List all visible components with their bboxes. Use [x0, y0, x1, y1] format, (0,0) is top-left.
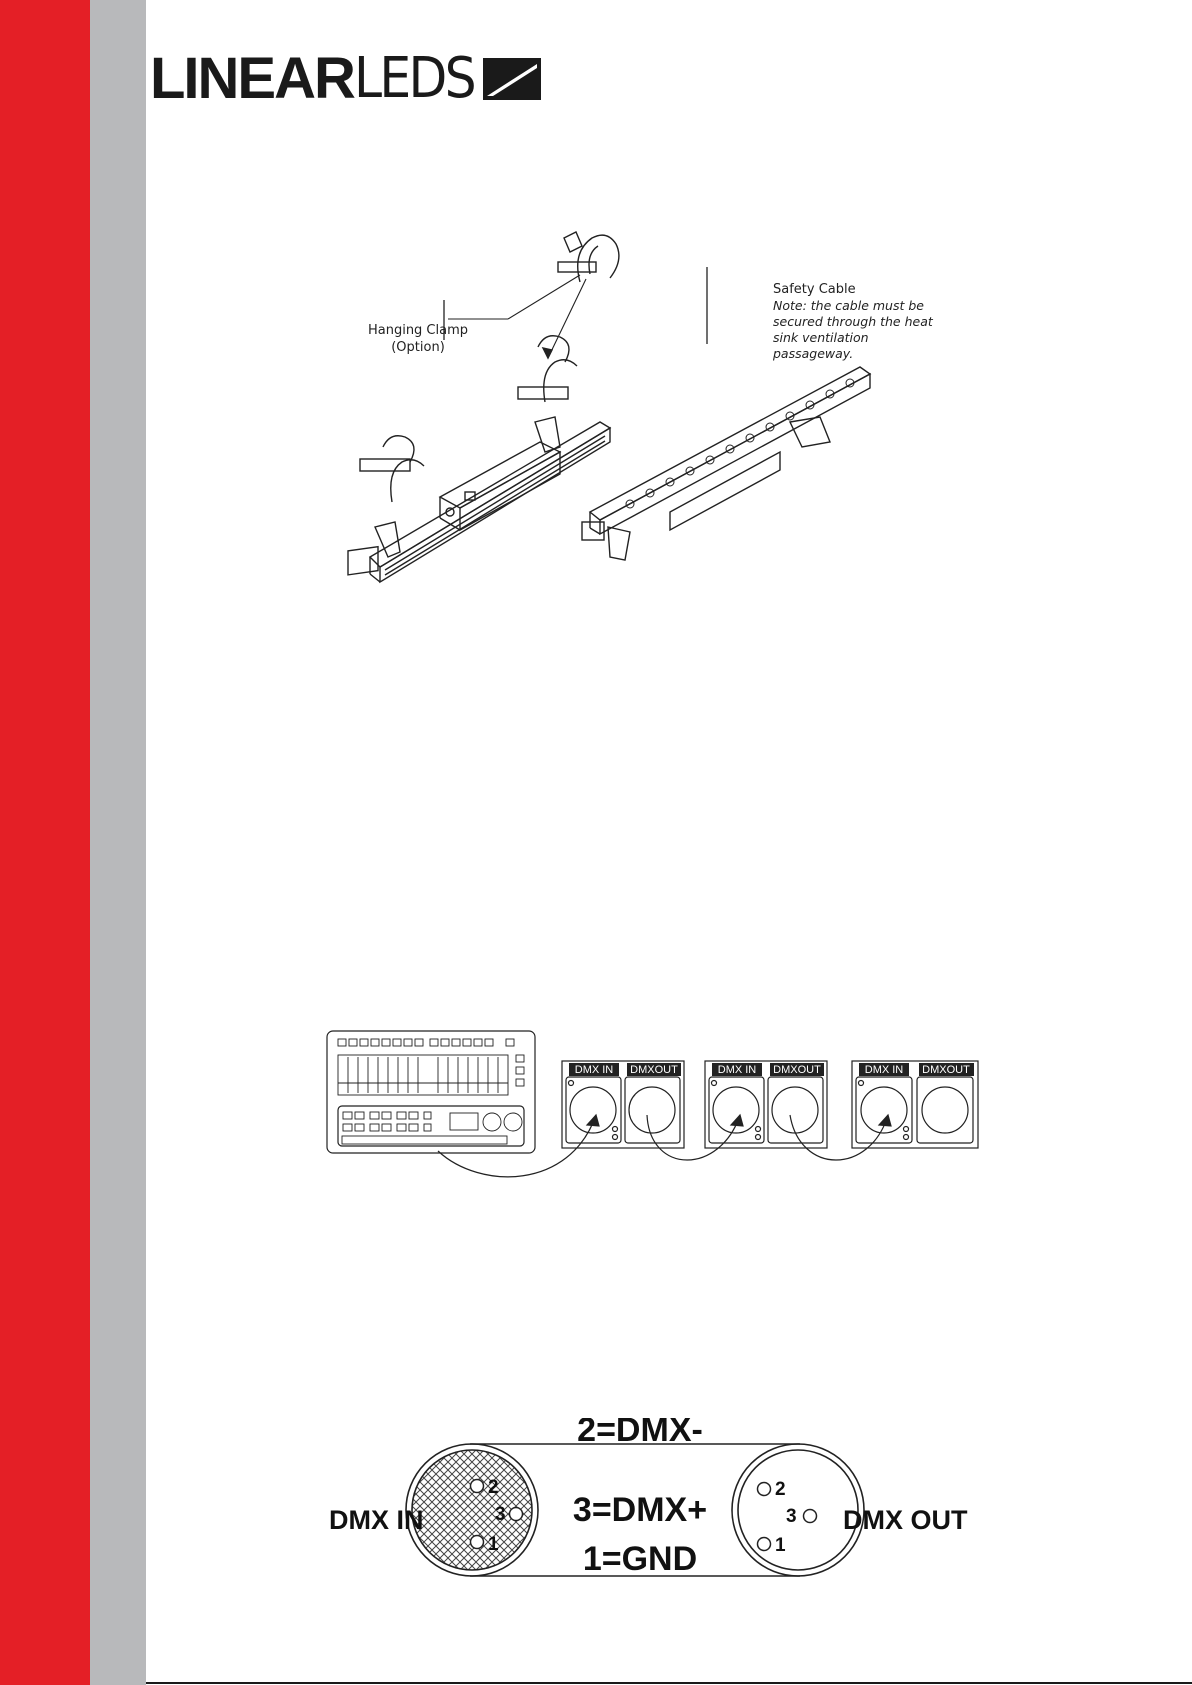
right-fixture-bar	[582, 367, 870, 560]
out-pin-1-number: 1	[775, 1535, 786, 1556]
in-pin-3-number: 3	[495, 1504, 506, 1525]
safety-cable-title: Safety Cable	[773, 282, 856, 297]
safety-cable-note-line3: sink ventilation	[773, 330, 869, 345]
pin-1-gnd-label: 1=GND	[582, 1540, 698, 1578]
logo-flag-icon	[481, 56, 543, 102]
safety-cable-note-line4: passageway.	[773, 346, 854, 361]
pin-2-dmx-minus-label: 2=DMX-	[577, 1418, 703, 1449]
fixture-1-dmx-in-label: DMX IN	[574, 1064, 614, 1076]
logo-text-bold: LINEAR	[150, 46, 354, 111]
dmx-out-label: DMX OUT	[843, 1505, 968, 1535]
in-pin-2-number: 2	[488, 1477, 499, 1498]
hanging-clamp-label	[358, 322, 478, 356]
brand-logo	[150, 46, 543, 111]
mounting-illustration	[340, 222, 940, 602]
cable-fixture-2-to-fixture-3	[790, 1115, 888, 1160]
safety-cable-note-line2: secured through the heat	[773, 314, 933, 329]
dmx-controller-console	[327, 1031, 535, 1153]
gray-side-band	[90, 0, 146, 1685]
hanging-clamp	[558, 232, 619, 282]
pin-3-dmx-plus-label: 3=DMX+	[572, 1491, 708, 1529]
dmx-chain-diagram	[320, 1025, 1000, 1195]
xlr-pinout-diagram	[320, 1418, 1000, 1588]
bottom-rule	[146, 1682, 1192, 1684]
safety-cable-note-line1: Note: the cable must be	[773, 298, 924, 313]
hanging-clamp-label-line1: Hanging Clamp	[367, 323, 469, 338]
hanging-clamp-label-line2: (Option)	[391, 340, 445, 355]
fixture-1-dmx-out-label: DMXOUT	[630, 1064, 678, 1076]
fixture-3-dmx-out-label: DMXOUT	[922, 1064, 970, 1076]
red-side-band	[0, 0, 90, 1685]
fixture-3-dmx-in-label: DMX IN	[864, 1064, 904, 1076]
in-pin-1-number: 1	[488, 1534, 499, 1555]
out-pin-2-number: 2	[775, 1479, 786, 1500]
out-pin-3-number: 3	[786, 1506, 797, 1527]
fixture-2-dmx-in-label: DMX IN	[717, 1064, 757, 1076]
cable-fixture-1-to-fixture-2	[647, 1115, 740, 1160]
left-fixture-bar	[348, 422, 610, 582]
fixture-2-dmx-out-label: DMXOUT	[773, 1064, 821, 1076]
logo-text-light: LEDS	[353, 46, 474, 111]
safety-cable-callout	[773, 282, 933, 362]
dmx-in-label: DMX IN	[329, 1505, 424, 1535]
